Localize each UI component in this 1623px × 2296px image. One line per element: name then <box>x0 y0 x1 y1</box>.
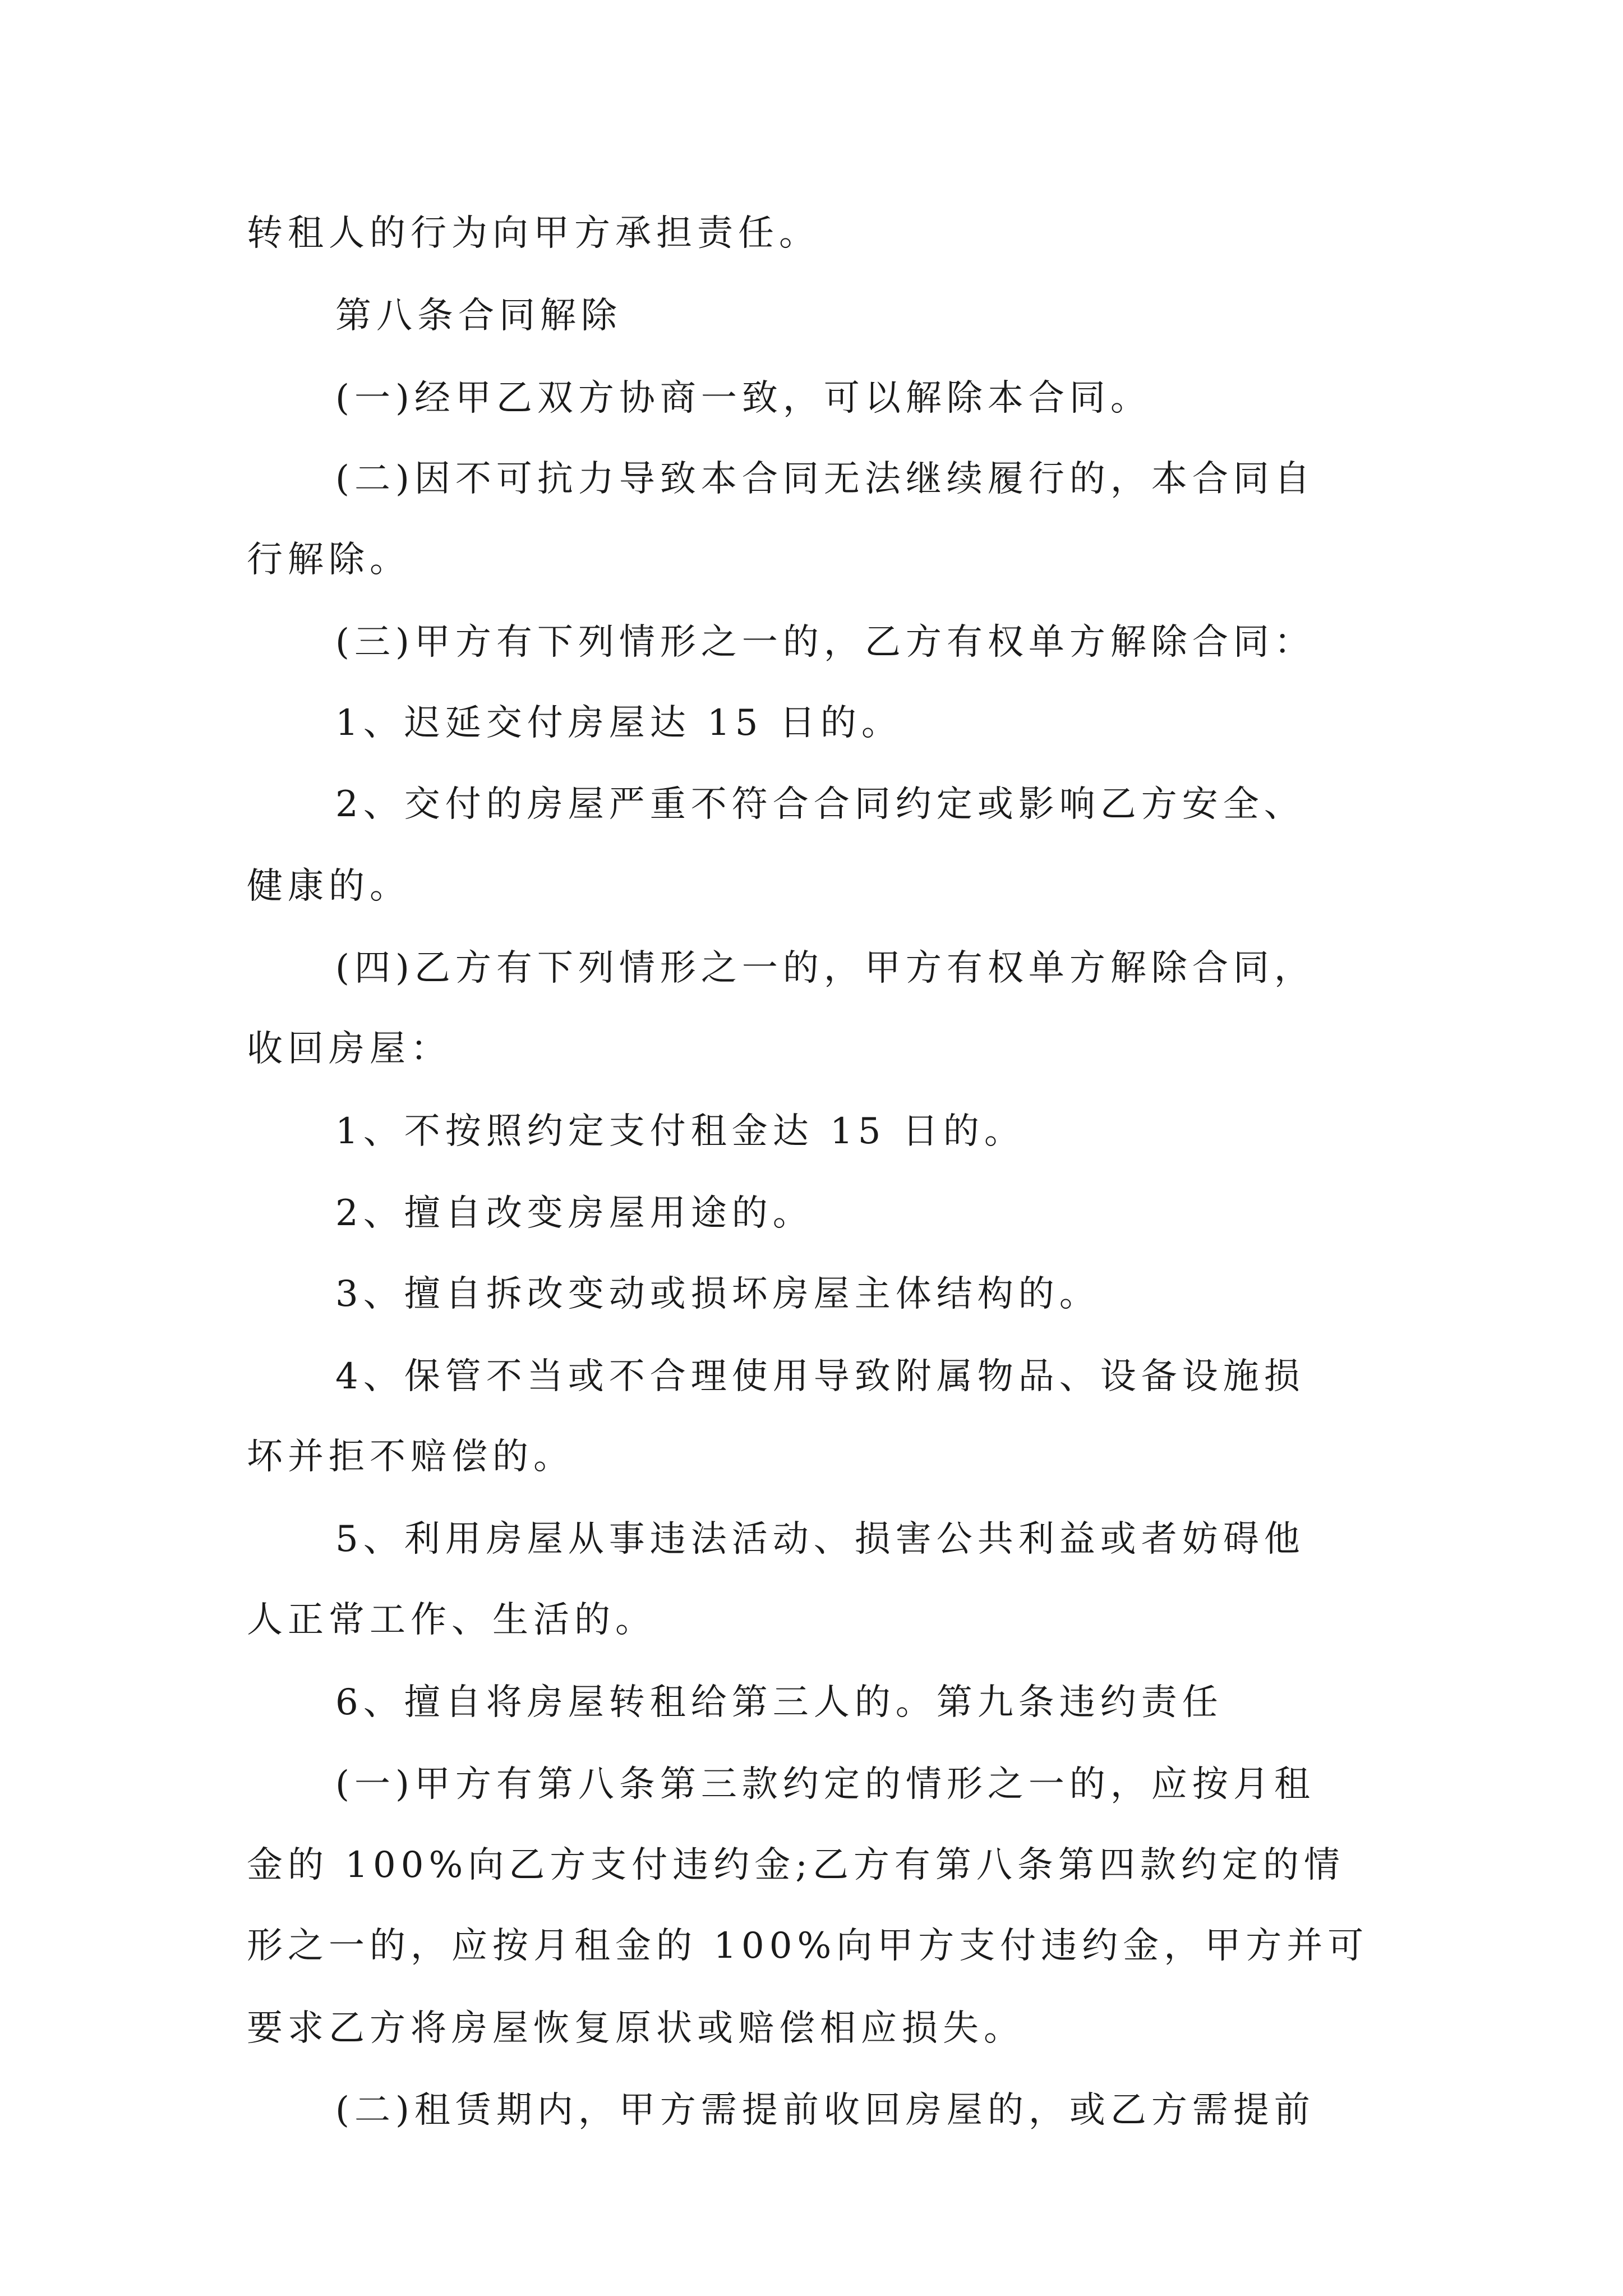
text-line: 金的 100%向乙方支付违约金;乙方有第八条第四款约定的情 <box>247 1844 1345 1886</box>
text-line: 4、保管不当或不合理使用导致附属物品、设备设施损 <box>335 1356 1305 1397</box>
text-line: (四)乙方有下列情形之一的，甲方有权单方解除合同， <box>335 947 1315 989</box>
text-line: (三)甲方有下列情形之一的，乙方有权单方解除合同： <box>335 622 1315 663</box>
text-line: 2、擅自改变房屋用途的。 <box>335 1193 814 1234</box>
text-line: 3、擅自拆改变动或损坏房屋主体结构的。 <box>335 1273 1100 1315</box>
text-line: 要求乙方将房屋恢复原状或赔偿相应损失。 <box>247 2008 1025 2049</box>
text-line: 行解除。 <box>247 539 411 581</box>
text-line: (一)经甲乙双方协商一致，可以解除本合同。 <box>335 378 1151 419</box>
text-line: 1、迟延交付房屋达 15 日的。 <box>335 702 902 744</box>
text-line: 坏并拒不赔偿的。 <box>247 1436 574 1478</box>
text-line: (二)因不可抗力导致本合同无法继续履行的，本合同自 <box>335 458 1315 500</box>
text-line: 2、交付的房屋严重不符合合同约定或影响乙方安全、 <box>335 784 1305 825</box>
text-line: 1、不按照约定支付租金达 15 日的。 <box>335 1111 1025 1152</box>
text-line: 5、利用房屋从事违法活动、损害公共利益或者妨碍他 <box>335 1519 1305 1560</box>
text-line: 6、擅自将房屋转租给第三人的。第九条违约责任 <box>335 1682 1223 1723</box>
text-line: 健康的。 <box>247 866 411 907</box>
text-line: 收回房屋： <box>247 1028 451 1070</box>
text-line: (二)租赁期内，甲方需提前收回房屋的，或乙方需提前 <box>335 2090 1315 2131</box>
text-line: (一)甲方有第八条第三款约定的情形之一的，应按月租 <box>335 1764 1315 1805</box>
section-heading: 第八条合同解除 <box>335 295 622 337</box>
text-line: 人正常工作、生活的。 <box>247 1599 656 1641</box>
text-line: 转租人的行为向甲方承担责任。 <box>247 213 820 254</box>
text-line: 形之一的，应按月租金的 100%向甲方支付违约金，甲方并可 <box>247 1925 1369 1967</box>
